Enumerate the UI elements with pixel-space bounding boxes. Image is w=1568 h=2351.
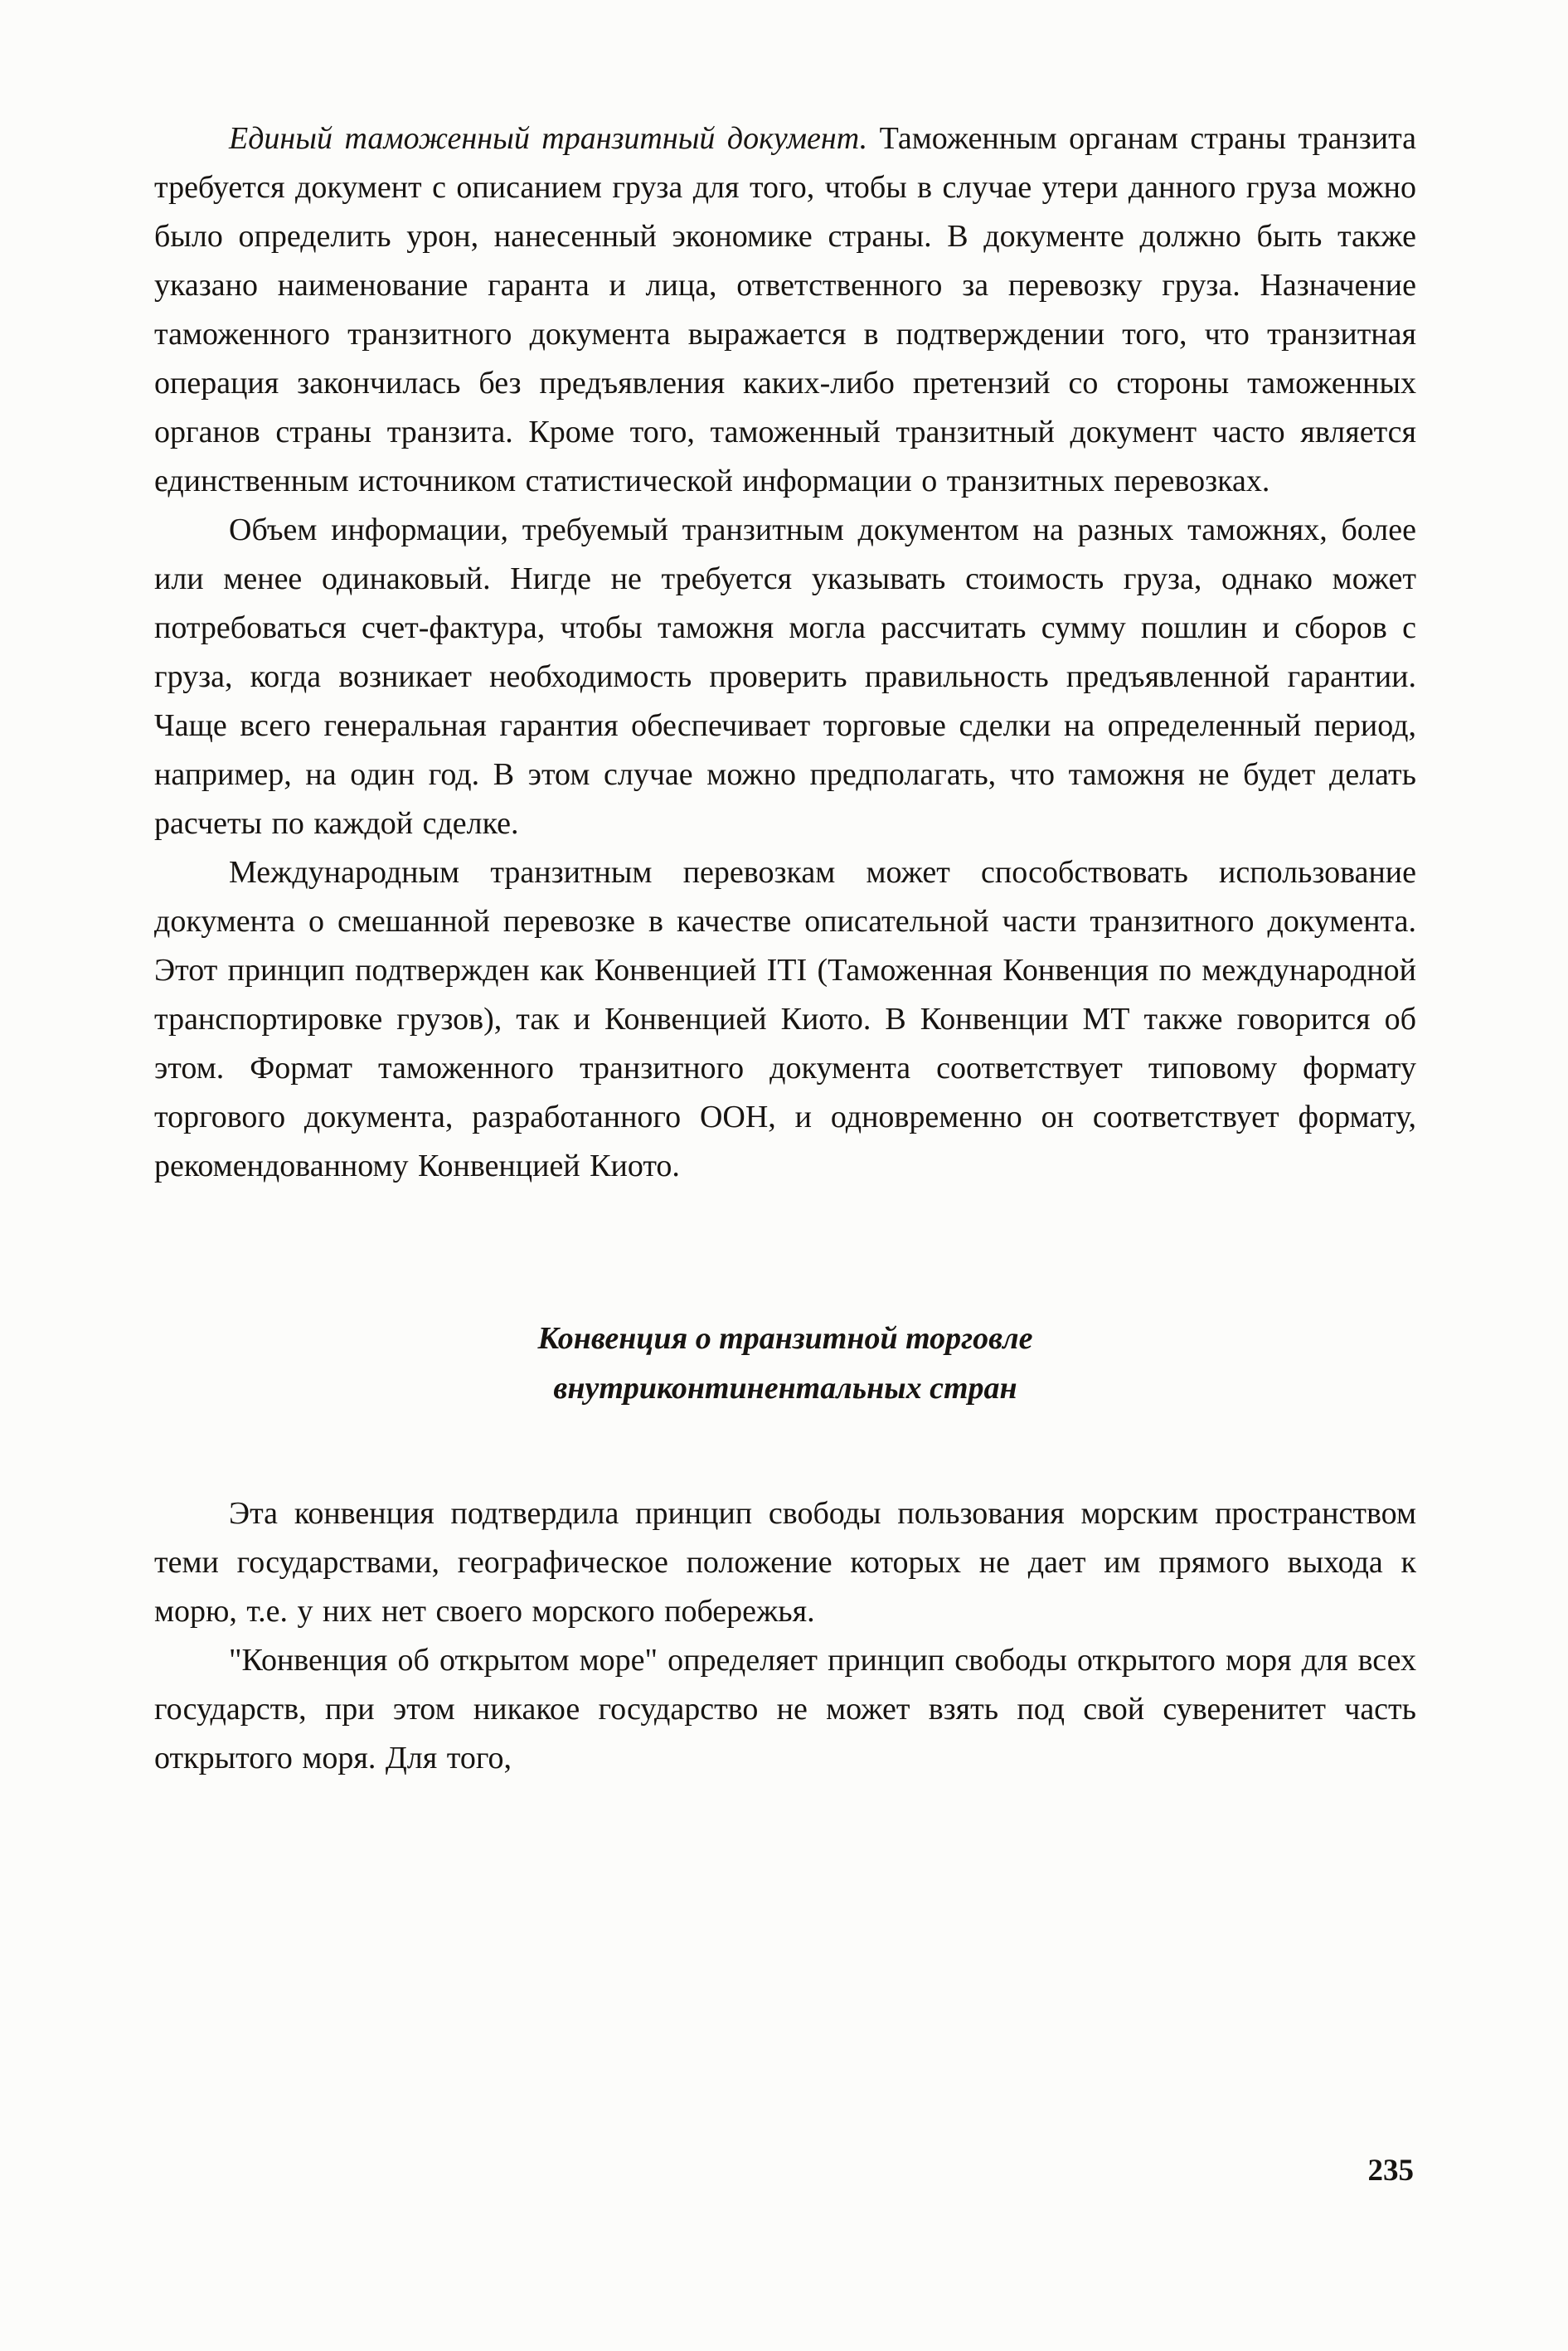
paragraph-multimodal-document: Международным транзитным перевозкам может способствовать использование документа о смешанной перевозке в качестве описательной части транзитного документа. Этот принцип подтвержден как Конвенцией ITI (Таможенная Конвенция по международной транспортировке грузов), так и Конвенцией Киото. В Конвенции МТ также говорится об этом. Формат таможенного транзитного документа соответствует типовому формату торгового документа, разработанного ООН, и одновременно он соответствует формату, рекомендованному Конвенцией Киото. bbox=[154, 855, 1416, 1183]
paragraph-information-volume: Объем информации, требуемый транзитным документом на разных таможнях, более или менее одинаковый. Нигде не требуется указывать стоимость груза, однако может потребоваться счет-фактура, чтобы таможня могла рассчитать сумму пошлин и сборов с груза, когда возникает необходимость проверить правильность предъявленной гарантии. Чаще всего генеральная гарантия обеспечивает торговые сделки на определенный период, например, на один год. В этом случае можно предполагать, что таможня не будет делать расчеты по каждой сделке. bbox=[154, 512, 1416, 841]
page-text-block bbox=[154, 114, 1416, 1783]
section-heading-line1: Конвенция о транзитной торговле bbox=[537, 1321, 1033, 1356]
page-number: 235 bbox=[1367, 2154, 1414, 2188]
section-heading-line2: внутриконтинентальных стран bbox=[553, 1371, 1017, 1406]
section-heading bbox=[154, 1314, 1416, 1413]
paragraph-lead-italic: Единый таможенный транзитный документ. bbox=[229, 121, 868, 156]
paragraph-customs-transit-document bbox=[154, 114, 1416, 506]
paragraph-text: Таможенным органам страны транзита требуется документ с описанием груза для того, чтобы в случае утери данного груза можно было определить урон, нанесенный экономике страны. В документе должно быть также указано наименование гаранта и лица, ответственного за перевозку груза. Назначение таможенного транзитного документа выражается в подтверждении того, что транзитная операция закончилась без предъявления каких-либо претензий со стороны таможенных органов страны транзита. Кроме того, таможенный транзитный документ часто является единственным источником статистической информации о транзитных перевозках. bbox=[154, 121, 1417, 498]
paragraph-convention-principle: Эта конвенция подтвердила принцип свободы пользования морским пространством теми государствами, географическое положение которых не дает им прямого выхода к морю, т.е. у них нет своего морского побережья. bbox=[154, 1496, 1416, 1629]
paragraph-open-sea-convention: "Конвенция об открытом море" определяет принцип свободы открытого моря для всех государств, при этом никакое государство не может взять под свой суверенитет часть открытого моря. Для того, bbox=[154, 1643, 1416, 1775]
